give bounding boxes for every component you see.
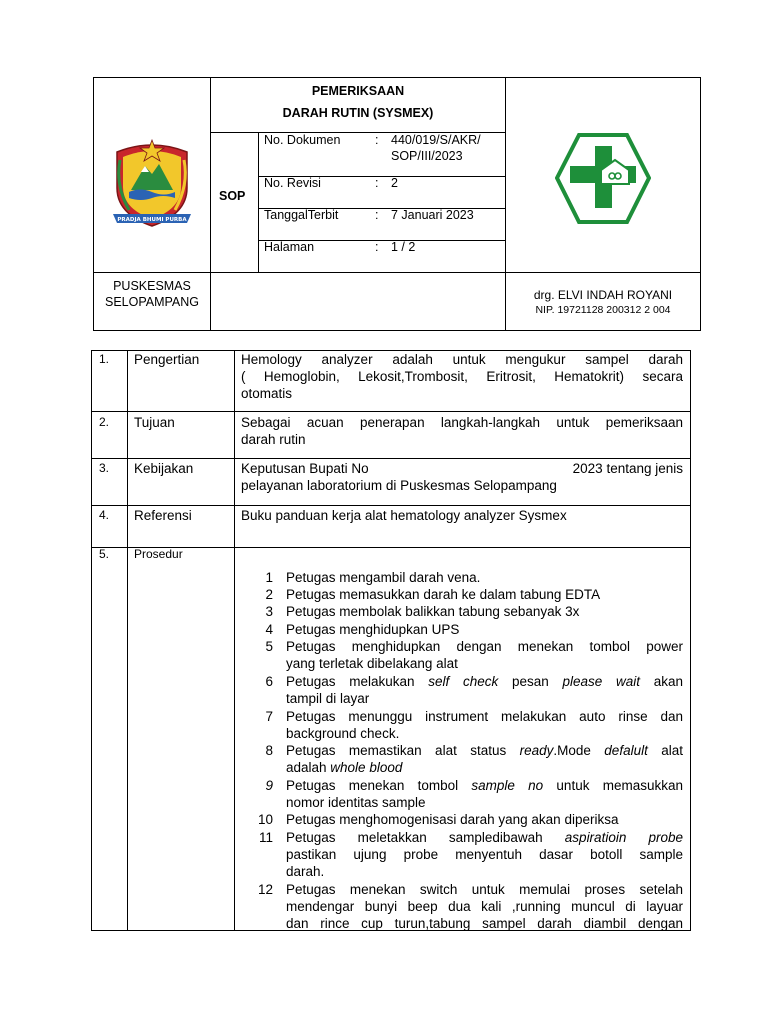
puskesmas-logo bbox=[555, 132, 651, 225]
field-sep: : bbox=[375, 240, 379, 254]
step-number: 4 bbox=[265, 622, 273, 637]
row-label-referensi: Referensi bbox=[134, 508, 192, 523]
row-number: 4. bbox=[99, 508, 110, 522]
field-label-revisi: No. Revisi bbox=[264, 176, 321, 190]
row-label-prosedur: Prosedur bbox=[134, 547, 183, 561]
regency-emblem-logo bbox=[103, 130, 201, 230]
step-11-line-3: darah. bbox=[286, 864, 325, 879]
row-label-kebijakan: Kebijakan bbox=[134, 461, 194, 476]
row-number: 1. bbox=[99, 352, 110, 366]
kebijakan-line-1-left: Keputusan Bupati No bbox=[241, 461, 369, 476]
step-12-line-1: Petugas menekan switch untuk memulai proses setelah bbox=[286, 882, 683, 897]
referensi-line-1: Buku panduan kerja alat hematology analyzer Sysmex bbox=[241, 508, 567, 523]
step-number: 3 bbox=[265, 604, 273, 619]
step-number: 12 bbox=[257, 882, 273, 897]
row-label-pengertian: Pengertian bbox=[134, 352, 200, 367]
step-number: 1 bbox=[265, 570, 273, 585]
field-value-dokumen-2: SOP/III/2023 bbox=[391, 149, 463, 163]
step-number: 11 bbox=[258, 830, 273, 845]
step-7-line-1: Petugas menunggu instrument melakukan auto rinse dan bbox=[286, 709, 683, 724]
step-9-line-2: nomor identitas sample bbox=[286, 795, 426, 810]
field-sep: : bbox=[375, 133, 379, 147]
field-sep: : bbox=[375, 208, 379, 222]
step-number: 6 bbox=[265, 674, 273, 689]
step-4-text: Petugas menghidupkan UPS bbox=[286, 622, 460, 637]
step-5-line-2: yang terletak dibelakang alat bbox=[286, 656, 458, 671]
title-line-1: PEMERIKSAAN bbox=[311, 84, 405, 98]
field-value-terbit: 7 Januari 2023 bbox=[391, 208, 474, 222]
pengertian-line-2: ( Hemoglobin, Lekosit,Trombosit, Eritrosit, Hematokrit) secara bbox=[241, 369, 683, 384]
field-value-revisi: 2 bbox=[391, 176, 398, 190]
tujuan-line-1: Sebagai acuan penerapan langkah-langkah untuk pemeriksaan bbox=[241, 415, 683, 430]
field-label-halaman: Halaman bbox=[264, 240, 315, 254]
row-label-tujuan: Tujuan bbox=[134, 415, 175, 430]
tujuan-line-2: darah rutin bbox=[241, 432, 306, 447]
step-12-line-3: dan rince cup turun,tabung sampel darah diambil dengan bbox=[286, 916, 683, 931]
step-3-text: Petugas membolak balikkan tabung sebanyak 3x bbox=[286, 604, 580, 619]
step-8-line-1: Petugas memastikan alat status ready.Mode defalult alat bbox=[286, 743, 683, 758]
step-number: 8 bbox=[265, 743, 273, 758]
field-value-halaman: 1 / 2 bbox=[391, 240, 416, 254]
pengertian-line-1: Hemology analyzer adalah untuk mengukur sampel darah bbox=[241, 352, 683, 367]
step-number: 5 bbox=[265, 639, 273, 654]
step-number: 10 bbox=[257, 812, 273, 827]
step-8-line-2: adalah whole blood bbox=[286, 760, 403, 775]
row-number: 5. bbox=[99, 547, 110, 561]
step-number: 7 bbox=[265, 709, 273, 724]
row-number: 3. bbox=[99, 461, 110, 475]
svg-text:PRADJA BHUMI PURBA: PRADJA BHUMI PURBA bbox=[117, 217, 187, 223]
org-name-line-2: SELOPAMPANG bbox=[104, 295, 199, 309]
step-11-line-1: Petugas meletakkan sampledibawah aspiratioin probe bbox=[286, 830, 683, 845]
signer-nip: NIP. 19721128 200312 2 004 bbox=[535, 304, 671, 316]
kebijakan-line-1-right: 2023 tentang jenis bbox=[572, 461, 683, 476]
sop-label: SOP bbox=[219, 189, 246, 203]
field-value-dokumen: 440/019/S/AKR/ bbox=[391, 133, 481, 147]
kebijakan-line-2: pelayanan laboratorium di Puskesmas Selopampang bbox=[241, 478, 557, 493]
step-number: 2 bbox=[265, 587, 273, 602]
step-6-line-1: Petugas melakukan self check pesan please wait akan bbox=[286, 674, 683, 689]
field-label-dokumen: No. Dokumen bbox=[264, 133, 341, 147]
field-sep: : bbox=[375, 176, 379, 190]
pengertian-line-3: otomatis bbox=[241, 386, 293, 401]
step-1-text: Petugas mengambil darah vena. bbox=[286, 570, 481, 585]
signer-name: drg. ELVI INDAH ROYANI bbox=[533, 288, 673, 302]
org-name-line-1: PUSKESMAS bbox=[113, 279, 191, 293]
step-7-line-2: background check. bbox=[286, 726, 400, 741]
title-line-2: DARAH RUTIN (SYSMEX) bbox=[282, 106, 434, 120]
field-label-terbit: TanggalTerbit bbox=[264, 208, 339, 222]
step-10-text: Petugas menghomogenisasi darah yang akan diperiksa bbox=[286, 812, 619, 827]
step-2-text: Petugas memasukkan darah ke dalam tabung EDTA bbox=[286, 587, 601, 602]
step-11-line-2: pastikan ujung probe menyentuh dasar botoll sample bbox=[286, 847, 683, 862]
step-12-line-2: mendengar bunyi beep dua kali ,running muncul di layuar bbox=[286, 899, 683, 914]
step-5-line-1: Petugas menghidupkan dengan menekan tombol power bbox=[286, 639, 683, 654]
step-number: 9 bbox=[265, 778, 273, 793]
step-9-line-1: Petugas menekan tombol sample no untuk memasukkan bbox=[286, 778, 683, 793]
row-number: 2. bbox=[99, 415, 110, 429]
step-6-line-2: tampil di layar bbox=[286, 691, 370, 706]
